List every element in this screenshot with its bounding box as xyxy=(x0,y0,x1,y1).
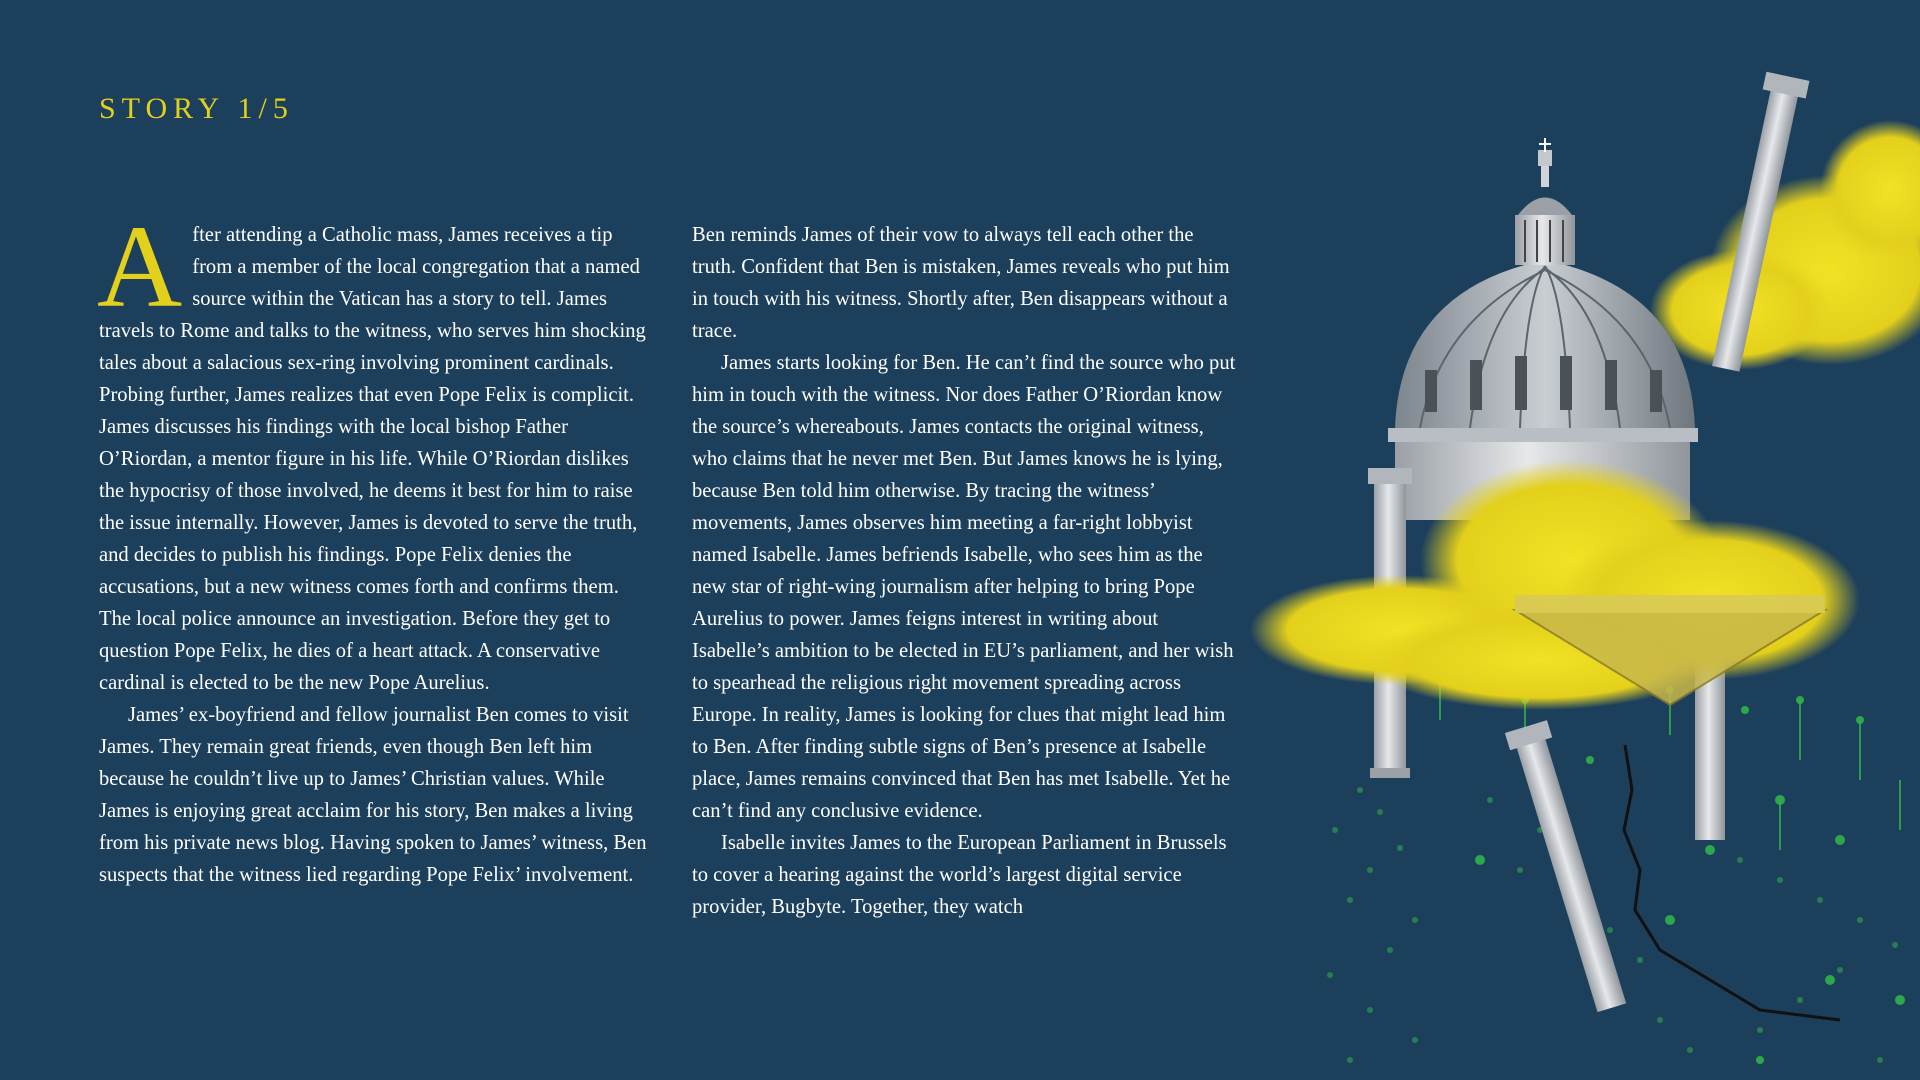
drop-cap: A xyxy=(97,201,183,332)
crack-icon xyxy=(1624,745,1840,1020)
cloud-icon xyxy=(1650,120,1920,370)
paragraph: fter attending a Catholic mass, James receives a tip from a member of the local congregation that a named source within the Vatican has a story to tell. James travels to Rome and talks to the witness, who serves him shocking tales about a salacious sex-ring involving prominent cardinals. Probing further, James realizes that even Pope Felix is complicit. James discusses his findings with the local bishop Father O’Riordan, a mentor figure in his life. While O’Riordan dislikes the hypocrisy of those involved, he deems it best for him to raise the issue internally. However, James is devoted to serve the truth, and decides to publish his findings. Pope Felix denies the accusations, but a new witness comes forth and confirms them. The local police announce an investigation. Before they get to question Pope Felix, he dies of a heart attack. A conservative cardinal is elected to be the new Pope Aurelius. xyxy=(99,224,646,694)
paragraph: Isabelle invites James to the European Parliament in Brussels to cover a hearing against the world’s largest digital service provider, Bugbyte. Together, they watch xyxy=(692,832,1227,918)
paragraph: James starts looking for Ben. He can’t find the source who put him in touch with the witness. Nor does Father O’Riordan know the source’s whereabouts. James contacts the original witness, who claims that he never met Ben. But James knows he is lying, because Ben told him otherwise. By tracing the witness’ movements, James observes him meeting a far-right lobbyist named Isabelle. James befriends Isabelle, who sees him as the new star of right-wing journalism after helping to bring Pope Aurelius to power. James feigns interest in writing about Isabelle’s ambition to be elected in EU’s parliament, and her wish to spearhead the religious right movement spreading across Europe. In reality, James is looking for clues that might lead him to Ben. After finding subtle signs of Ben’s presence at Isabelle place, James remains convinced that Ben has met Isabelle. Yet he can’t find any conclusive evidence. xyxy=(692,352,1236,822)
collage-illustration xyxy=(1240,0,1920,1080)
story-text-right-column xyxy=(692,219,1240,923)
story-label: STORY 1/5 xyxy=(99,92,294,125)
story-text-left-column xyxy=(97,201,654,891)
paragraph: James’ ex-boyfriend and fellow journalist Ben comes to visit James. They remain great friends, even though Ben left him because he couldn’t live up to James’ Christian values. While James is enjoying great acclaim for his story, Ben makes a living from his private news blog. Having spoken to James’ witness, Ben suspects that the witness lied regarding Pope Felix’ involvement. xyxy=(99,704,647,886)
paragraph: Ben reminds James of their vow to always tell each other the truth. Confident that Ben is mistaken, James reveals who put him in touch with his witness. Shortly after, Ben disappears without a trace. xyxy=(692,224,1230,342)
cloud-icon xyxy=(1250,460,1860,710)
